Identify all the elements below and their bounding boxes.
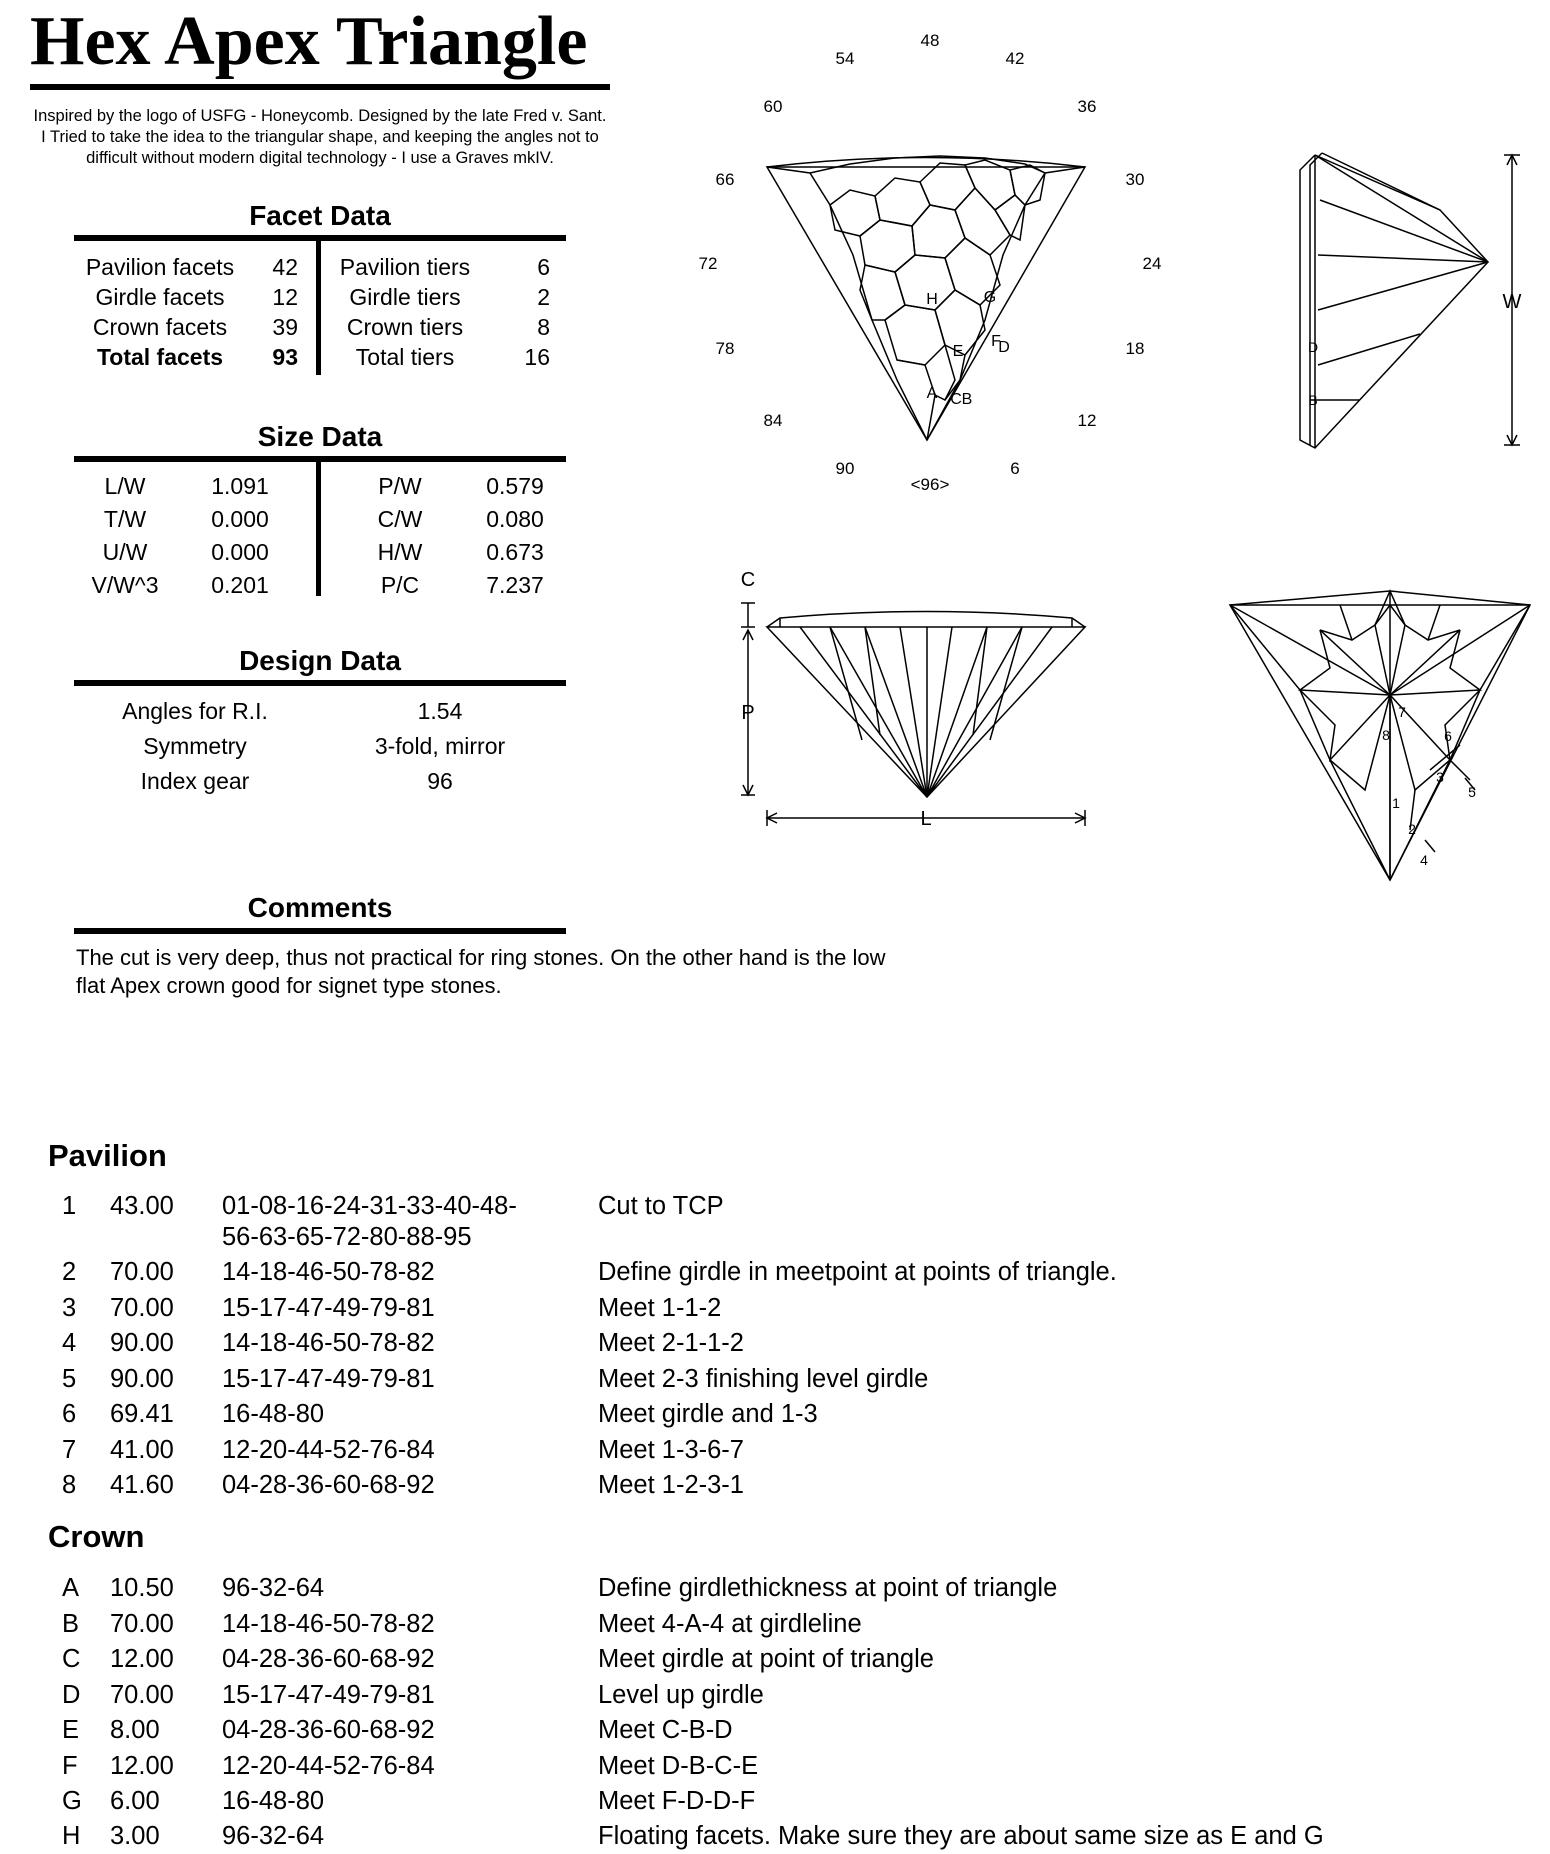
size-value: 1.091 bbox=[211, 473, 269, 499]
index-label: 18 bbox=[1125, 339, 1145, 358]
table-row bbox=[0, 1677, 1550, 1713]
table-row bbox=[0, 1641, 1550, 1677]
size-value: 0.673 bbox=[486, 539, 544, 565]
facet-label: Pavilion facets bbox=[85, 254, 235, 280]
facet-data-heading: Facet Data bbox=[249, 200, 391, 231]
index-label: 30 bbox=[1125, 170, 1145, 189]
crown-facet-label: E bbox=[952, 343, 964, 360]
step-instruction: Meet girdle and 1-3 bbox=[598, 1400, 818, 1428]
pavilion-facet-label: 6 bbox=[1444, 728, 1452, 744]
crown-facet-label: H bbox=[926, 291, 938, 308]
index-label: 90 bbox=[835, 459, 855, 478]
pavilion-facet-label: 1 bbox=[1392, 795, 1400, 811]
step-angle: 70.00 bbox=[110, 1610, 174, 1638]
size-value: 0.080 bbox=[486, 506, 544, 532]
step-instruction: Cut to TCP bbox=[598, 1192, 724, 1220]
facet-value-total: 93 bbox=[272, 344, 298, 370]
table-row bbox=[0, 1606, 1550, 1642]
step-index: 12-20-44-52-76-84 bbox=[222, 1752, 435, 1780]
crown-facet-label: C bbox=[950, 391, 962, 408]
tier-label: Pavilion tiers bbox=[339, 254, 471, 280]
step-id: 2 bbox=[62, 1258, 77, 1286]
step-angle: 3.00 bbox=[110, 1822, 160, 1850]
step-index: 15-17-47-49-79-81 bbox=[222, 1294, 435, 1322]
step-index: 16-48-80 bbox=[222, 1787, 325, 1815]
tier-value: 8 bbox=[537, 314, 550, 340]
table-row bbox=[0, 1712, 1550, 1748]
step-id: 1 bbox=[62, 1192, 77, 1220]
step-instruction: Meet 2-1-1-2 bbox=[598, 1329, 744, 1357]
step-id: F bbox=[62, 1752, 78, 1780]
comments-rule bbox=[74, 928, 566, 934]
step-id: A bbox=[62, 1574, 80, 1602]
pavilion-facet-label: 3 bbox=[1436, 769, 1444, 785]
tier-value: 6 bbox=[537, 254, 550, 280]
step-angle: 41.00 bbox=[110, 1436, 174, 1464]
design-label: Symmetry bbox=[143, 733, 247, 759]
crown-facet-label: B bbox=[961, 391, 973, 408]
step-angle: 70.00 bbox=[110, 1258, 174, 1286]
step-angle: 70.00 bbox=[110, 1681, 174, 1709]
step-id: C bbox=[62, 1645, 81, 1673]
step-instruction: Meet 4-A-4 at girdleline bbox=[598, 1610, 862, 1638]
step-id: B bbox=[62, 1610, 80, 1638]
size-label: L/W bbox=[104, 473, 146, 499]
crown-facet-label: D bbox=[998, 339, 1010, 356]
index-label: 72 bbox=[698, 254, 718, 273]
tier-label: Total tiers bbox=[355, 344, 455, 370]
step-id: E bbox=[62, 1716, 80, 1744]
facet-label: Crown facets bbox=[92, 314, 228, 340]
comments-text bbox=[76, 944, 976, 1000]
width-label: W bbox=[1502, 291, 1522, 313]
facet-label: Girdle facets bbox=[95, 284, 225, 310]
front-view-diagram bbox=[720, 560, 1100, 850]
size-label: V/W^3 bbox=[91, 572, 159, 598]
pavilion-facet-label: 4 bbox=[1420, 852, 1428, 868]
step-angle: 6.00 bbox=[110, 1787, 160, 1815]
pavilion-heading: Pavilion bbox=[48, 1138, 167, 1173]
size-data-divider bbox=[316, 462, 321, 596]
tier-value: 16 bbox=[524, 344, 550, 370]
table-row-continuation bbox=[0, 1219, 1550, 1255]
table-row bbox=[0, 1783, 1550, 1819]
pavilion-facet-labels bbox=[1382, 704, 1476, 868]
step-angle: 12.00 bbox=[110, 1645, 174, 1673]
step-id: 6 bbox=[62, 1400, 77, 1428]
comment-line: The cut is very deep, thus not practical for ring stones. On the other hand is the low bbox=[76, 945, 886, 970]
design-value: 3-fold, mirror bbox=[374, 733, 506, 759]
design-value: 96 bbox=[427, 768, 453, 794]
length-label: L bbox=[920, 808, 932, 830]
step-id: 8 bbox=[62, 1471, 77, 1499]
crown-facet-label: A bbox=[926, 385, 938, 402]
step-angle: 10.50 bbox=[110, 1574, 174, 1602]
table-row bbox=[0, 1818, 1550, 1854]
side-view-diagram bbox=[1280, 140, 1540, 460]
pavilion-facet-label: 5 bbox=[1468, 784, 1476, 800]
size-value: 0.579 bbox=[486, 473, 544, 499]
page-title: Hex Apex Triangle bbox=[30, 3, 588, 80]
step-index: 16-48-80 bbox=[222, 1400, 325, 1428]
step-index: 01-08-16-24-31-33-40-48- bbox=[222, 1192, 517, 1220]
index-label: 6 bbox=[1010, 459, 1020, 478]
step-index: 14-18-46-50-78-82 bbox=[222, 1329, 435, 1357]
pavilion-facet-label: 2 bbox=[1408, 821, 1416, 837]
design-data-rule bbox=[74, 680, 566, 686]
size-value: 0.000 bbox=[211, 539, 269, 565]
step-instruction: Define girdle in meetpoint at points of triangle. bbox=[598, 1258, 1117, 1286]
index-label: 24 bbox=[1142, 254, 1162, 273]
pavilion-view-diagram bbox=[1210, 580, 1550, 890]
design-data-heading: Design Data bbox=[239, 645, 401, 676]
size-label: U/W bbox=[102, 539, 148, 565]
table-row bbox=[0, 1748, 1550, 1784]
pavilion-facet-label: 7 bbox=[1398, 704, 1406, 720]
step-instruction: Meet 1-2-3-1 bbox=[598, 1471, 744, 1499]
step-index: 12-20-44-52-76-84 bbox=[222, 1436, 435, 1464]
step-instruction: Meet 1-1-2 bbox=[598, 1294, 722, 1322]
pavilion-facet-label: 8 bbox=[1382, 727, 1390, 743]
design-label: Index gear bbox=[140, 768, 250, 794]
design-value: 1.54 bbox=[417, 698, 463, 724]
comments-heading: Comments bbox=[247, 892, 393, 923]
step-instruction: Meet D-B-C-E bbox=[598, 1752, 759, 1780]
table-row bbox=[0, 1325, 1550, 1361]
intro-line: difficult without modern digital technology - I use a Graves mkIV. bbox=[86, 149, 554, 167]
facet-value: 39 bbox=[272, 314, 298, 340]
crown-top-view-diagram bbox=[660, 20, 1200, 520]
table-row bbox=[0, 1396, 1550, 1432]
facet-value: 42 bbox=[272, 254, 298, 280]
step-angle: 41.60 bbox=[110, 1471, 174, 1499]
step-id: H bbox=[62, 1822, 81, 1850]
index-label: 36 bbox=[1077, 97, 1097, 116]
step-angle: 43.00 bbox=[110, 1192, 174, 1220]
step-instruction: Meet 1-3-6-7 bbox=[598, 1436, 744, 1464]
size-label: P/W bbox=[378, 473, 422, 499]
table-row bbox=[0, 1361, 1550, 1397]
size-value: 0.000 bbox=[211, 506, 269, 532]
index-label: 48 bbox=[920, 31, 940, 50]
side-facet-label: D bbox=[1307, 339, 1319, 355]
size-data-heading: Size Data bbox=[257, 421, 383, 452]
step-id: G bbox=[62, 1787, 82, 1815]
pavilion-depth-label: P bbox=[741, 702, 755, 724]
comment-line: flat Apex crown good for signet type stones. bbox=[76, 973, 502, 998]
step-instruction: Meet C-B-D bbox=[598, 1716, 733, 1744]
step-id: 5 bbox=[62, 1365, 77, 1393]
index-label: <96> bbox=[910, 475, 950, 494]
crown-heading: Crown bbox=[48, 1519, 145, 1554]
index-label: 12 bbox=[1077, 411, 1097, 430]
facet-value: 12 bbox=[272, 284, 298, 310]
index-label: 54 bbox=[835, 49, 855, 68]
step-angle: 8.00 bbox=[110, 1716, 160, 1744]
side-outline bbox=[1300, 153, 1488, 448]
design-label: Angles for R.I. bbox=[122, 698, 268, 724]
title-underline bbox=[30, 84, 610, 90]
table-row bbox=[0, 1467, 1550, 1503]
step-id: D bbox=[62, 1681, 81, 1709]
facet-label-total: Total facets bbox=[96, 344, 224, 370]
step-instruction: Meet 2-3 finishing level girdle bbox=[598, 1365, 929, 1393]
step-angle: 12.00 bbox=[110, 1752, 174, 1780]
step-index: 04-28-36-60-68-92 bbox=[222, 1645, 435, 1673]
facet-data-divider bbox=[316, 241, 321, 375]
table-row bbox=[0, 1432, 1550, 1468]
crown-facet-label: F bbox=[991, 333, 1001, 350]
index-label: 66 bbox=[715, 170, 735, 189]
table-row bbox=[0, 1290, 1550, 1326]
step-index: 04-28-36-60-68-92 bbox=[222, 1716, 435, 1744]
step-instruction: Level up girdle bbox=[598, 1681, 764, 1709]
tier-label: Girdle tiers bbox=[349, 284, 461, 310]
step-instruction: Floating facets. Make sure they are about same size as E and G bbox=[598, 1822, 1324, 1850]
step-index: 14-18-46-50-78-82 bbox=[222, 1258, 435, 1286]
front-outline bbox=[767, 612, 1085, 798]
step-index: 15-17-47-49-79-81 bbox=[222, 1681, 435, 1709]
step-id: 3 bbox=[62, 1294, 77, 1322]
index-label: 84 bbox=[763, 411, 783, 430]
step-instruction: Define girdlethickness at point of triangle bbox=[598, 1574, 1058, 1602]
intro-line: Inspired by the logo of USFG - Honeycomb. Designed by the late Fred v. Sant. bbox=[33, 107, 607, 125]
step-id: 7 bbox=[62, 1436, 77, 1464]
size-label: H/W bbox=[377, 539, 423, 565]
step-instruction: Meet girdle at point of triangle bbox=[598, 1645, 934, 1673]
step-id: 4 bbox=[62, 1329, 77, 1357]
step-index: 14-18-46-50-78-82 bbox=[222, 1610, 435, 1638]
step-instruction: Meet F-D-D-F bbox=[598, 1787, 756, 1815]
step-index: 96-32-64 bbox=[222, 1574, 325, 1602]
crown-height-dimension bbox=[741, 603, 755, 627]
size-value: 0.201 bbox=[211, 572, 269, 598]
crown-height-label: C bbox=[740, 569, 756, 591]
index-label: 60 bbox=[763, 97, 783, 116]
size-label: C/W bbox=[377, 506, 423, 532]
table-row bbox=[0, 1254, 1550, 1290]
tier-value: 2 bbox=[537, 284, 550, 310]
step-angle: 90.00 bbox=[110, 1329, 174, 1357]
tier-label: Crown tiers bbox=[346, 314, 464, 340]
crown-facet-label: G bbox=[983, 289, 997, 306]
index-label: 78 bbox=[715, 339, 735, 358]
size-label: P/C bbox=[380, 572, 420, 598]
size-value: 7.237 bbox=[486, 572, 544, 598]
step-angle: 69.41 bbox=[110, 1400, 174, 1428]
table-row bbox=[0, 1570, 1550, 1606]
side-facet-label: B bbox=[1308, 392, 1318, 408]
step-angle: 90.00 bbox=[110, 1365, 174, 1393]
step-index: 56-63-65-72-80-88-95 bbox=[222, 1223, 472, 1251]
step-index: 15-17-47-49-79-81 bbox=[222, 1365, 435, 1393]
intro-text bbox=[0, 106, 640, 169]
size-label: T/W bbox=[103, 506, 147, 532]
intro-line: I Tried to take the idea to the triangular shape, and keeping the angles not to bbox=[41, 128, 599, 146]
step-index: 96-32-64 bbox=[222, 1822, 325, 1850]
step-index: 04-28-36-60-68-92 bbox=[222, 1471, 435, 1499]
step-angle: 70.00 bbox=[110, 1294, 174, 1322]
index-label: 42 bbox=[1005, 49, 1025, 68]
